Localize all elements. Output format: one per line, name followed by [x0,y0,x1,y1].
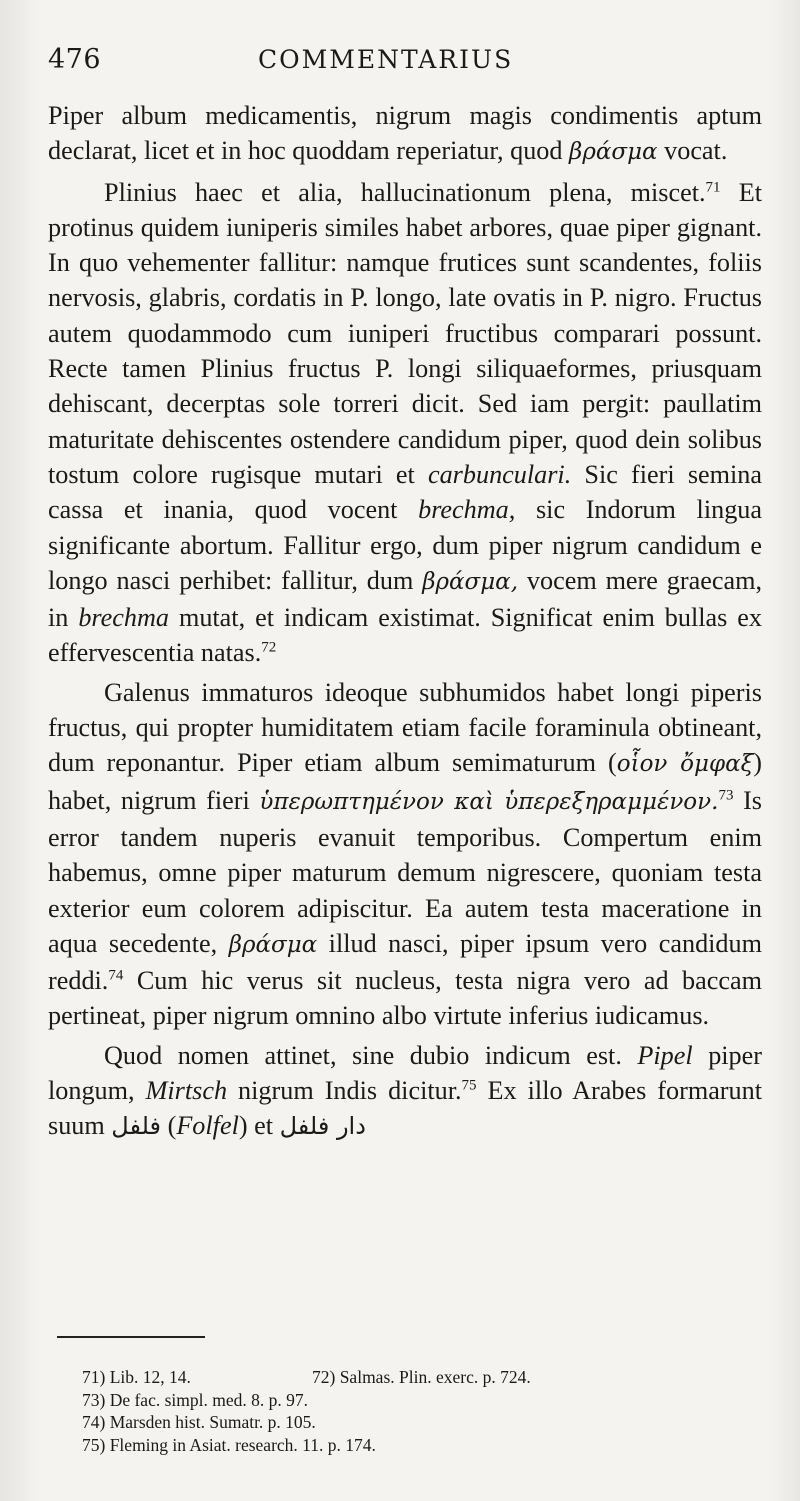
footnote-row [82,1389,762,1412]
footnotes [82,1366,762,1456]
paragraph-2: Plinius haec et alia, hallucinationum plena, miscet.$^{71}$ Et protinus quidem iuniperis similes habet arbores, quae piper gignant. In quo vehementer fallitur: namque frutices sunt scandentes, foliis nervosis, glabris, cordatis in P. longo, late ovatis in P. nigro. Fructus autem quodammodo cum iuniperi fructibus comparari possunt. Recte tamen Plinius fructus P. longi siliquaeformes, priusquam dehiscant, decerptas sole torreri dicit. Sed iam pergit: paullatim maturitate dehiscentes ostendere candidum piper, quod dein solibus tostum colore rugisque mutari et carbunculari. Sic fieri semina cassa et inania, quod vocent brechma, sic Indorum lingua significante abortum. Fallitur ergo, dum piper nigrum candidum e longo nasci perhibet: fallitur, dum βράσμα, vocem mere graecam, in brechma mutat, et indicam existimat. Significat enim bullas ex effervescentia natas.$^{72}$ [48,177,762,668]
italic-term: Mirtsch [145,1076,228,1106]
page-header [48,44,762,88]
footnote-72: 72) Salmas. Plin. exerc. p. 724. [312,1367,531,1387]
footnote-divider [57,1336,205,1338]
footnote-ref: 75 [461,1077,477,1094]
italic-term: carbunculari. [427,459,572,489]
paragraph-1: Piper album medicamentis, nigrum magis condimentis aptum declarat, licet et in hoc quoddam reperiatur, quod βράσμα vocat. [48,101,762,166]
italic-term: Folfel [176,1111,239,1141]
main-text [48,98,762,1145]
footnote-ref: 74 [108,967,124,984]
footnote-row [82,1411,762,1434]
footnote-71: 71) Lib. 12, 14. [82,1367,191,1387]
page-number: 476 [48,44,102,75]
running-head: COMMENTARIUS [258,45,514,74]
paragraph-3: Galenus immaturos ideoque subhumidos habet longi piperis fructus, qui propter humiditatem etiam facile foraminula obtineant, dum reponantur. Piper etiam album semimaturum (οἷον ὄμφαξ) habet, nigrum fieri ὑπερωπτημένον καὶ ὑπερεξηραμμένον.$^{73}$ Is error tandem nuperis evanuit temporibus. Compertum enim habemus, omne piper maturum demum nigrescere, quoniam testa exterior eum colorem adipiscitur. Ea autem testa maceratione in aqua secedente, βράσμα illud nasci, piper ipsum vero candidum reddi.$^{74}$ Cum hic verus sit nucleus, testa nigra vero ad baccam pertineat, piper nigrum omnino albo virtute inferius iudicamus. [48,677,763,1031]
greek-phrase: οἷον ὄμφαξ [616,751,754,778]
footnote-73: 73) De fac. simpl. med. 8. p. 97. [82,1389,308,1410]
greek-word: βράσμα, [422,568,519,595]
italic-term: brechma, [418,495,516,525]
footnote-row [82,1366,762,1389]
paragraph-4: Quod nomen attinet, sine dubio indicum est. Pipel piper longum, Mirtsch nigrum Indis dicitur.$^{75}$ Ex illo Arabes formarunt suum فلفل (Folfel) et دار فلفل [48,1040,762,1141]
footnote-ref: 73 [718,786,734,803]
arabic-word: دار فلفل [279,1112,366,1141]
footnote-ref: 72 [261,639,277,656]
footnote-74: 74) Marsden hist. Sumatr. p. 105. [82,1412,316,1432]
footnote-row [82,1434,762,1457]
greek-word: βράσμα [228,931,318,958]
footnote-ref: 71 [705,178,721,195]
greek-phrase: ὑπερωπτημένον καὶ ὑπερεξηραμμένον. [259,788,719,815]
footnote-75: 75) Fleming in Asiat. research. 11. p. 174. [82,1434,376,1455]
arabic-word: فلفل [111,1112,162,1141]
italic-term: Pipel [637,1040,693,1070]
greek-word: βράσμα [569,139,658,166]
italic-term: brechma [78,603,169,633]
